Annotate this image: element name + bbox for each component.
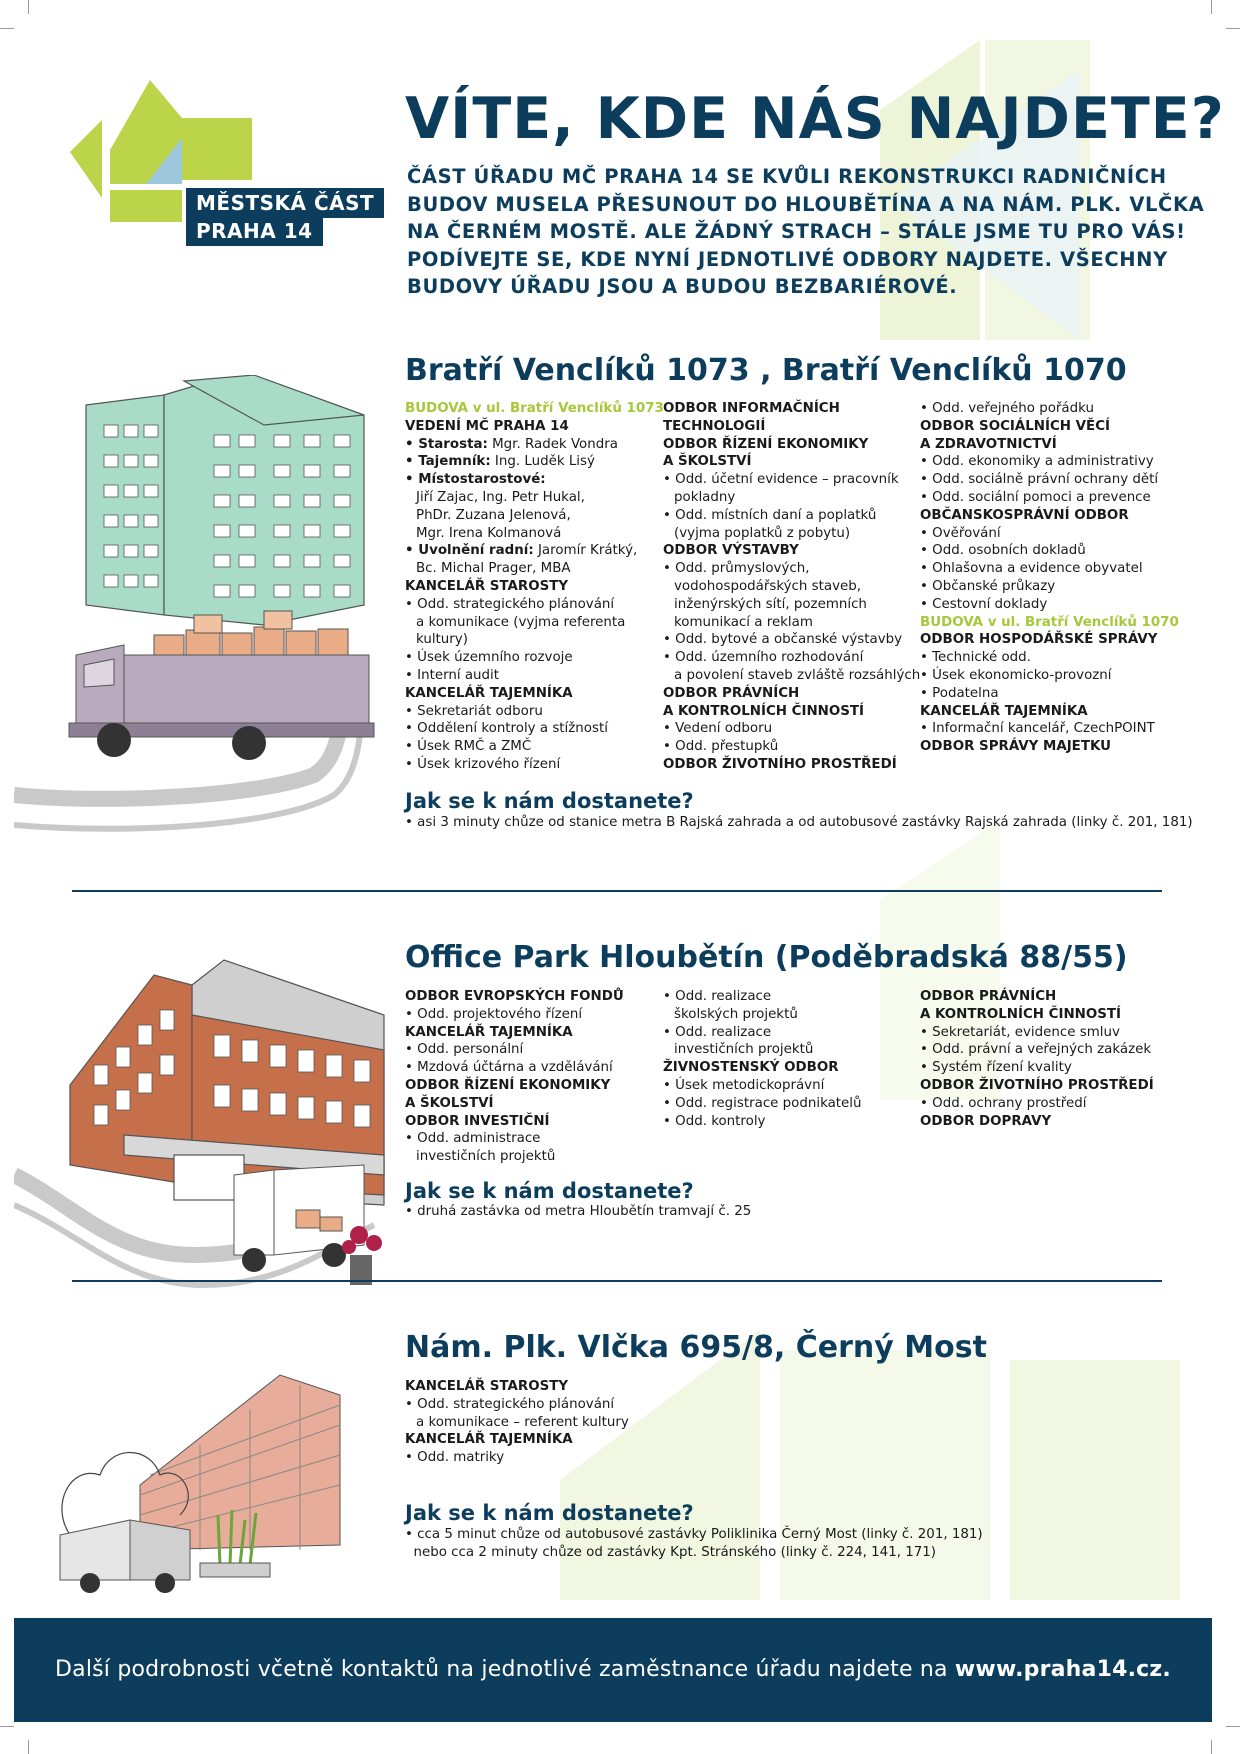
- building-cerny-most-illustration: [50, 1335, 380, 1595]
- list-item: vodohospodářských staveb,: [674, 578, 862, 594]
- list-item: • Informační kancelář, CzechPOINT: [920, 721, 1155, 737]
- list-item: (vyjma poplatků z pobytu): [674, 525, 851, 541]
- intro-line: NA ČERNÉM MOSTĚ. ALE ŽÁDNÝ STRACH – STÁLE JSME TU PRO VÁS!: [407, 220, 1186, 243]
- list-item: • Odd. realizace: [663, 1024, 772, 1040]
- how-to-get-text: • cca 5 minut chůze od autobusové zastávky Poliklinika Černý Most (linky č. 201, 181): [405, 1527, 983, 1542]
- department-heading: ODBOR SPRÁVY MAJETKU: [920, 739, 1111, 755]
- list-item: • Odd. administrace: [405, 1131, 541, 1147]
- building-label: BUDOVA v ul. Bratří Venclíků 1073: [405, 401, 664, 416]
- list-item: Bc. Michal Prager, MBA: [416, 561, 571, 577]
- list-item: • Technické odd.: [920, 650, 1031, 666]
- list-item: • Odd. účetní evidence – pracovník: [663, 472, 899, 488]
- page-title: VÍTE, KDE NÁS NAJDETE?: [405, 86, 1225, 152]
- list-item: • Odd. sociální pomoci a prevence: [920, 489, 1151, 505]
- section1-column1: [405, 400, 664, 774]
- department-heading: KANCELÁŘ TAJEMNÍKA: [405, 685, 573, 701]
- section2-column2: [663, 988, 862, 1130]
- department-heading: A KONTROLNÍCH ČINNOSTÍ: [920, 1006, 1122, 1022]
- list-item: • Odd. územního rozhodování: [663, 650, 864, 666]
- list-item: [405, 542, 664, 560]
- logo-text-line2: PRAHA 14: [186, 216, 323, 246]
- intro-line: PODÍVEJTE SE, KDE NYNÍ JEDNOTLIVÉ ODBORY NAJDETE. VŠECHNY: [407, 247, 1168, 271]
- footer-banner: [14, 1618, 1212, 1722]
- list-item: • Odd. sociálně právní ochrany dětí: [920, 472, 1159, 488]
- section2-column1: [405, 988, 624, 1166]
- intro-line: BUDOVY ÚŘADU JSOU A BUDOU BEZBARIÉROVÉ.: [407, 275, 958, 298]
- list-item: • Úsek krizového řízení: [405, 756, 561, 772]
- how-to-get-text: • asi 3 minuty chůze od stanice metra B Rajská zahrada a od autobusové zastávky Rajská zahrada (linky č. 201, 181): [405, 815, 1193, 830]
- list-item: • Odd. projektového řízení: [405, 1006, 583, 1022]
- department-heading: KANCELÁŘ STAROSTY: [405, 1379, 569, 1394]
- list-item: • Systém řízení kvality: [920, 1060, 1072, 1076]
- list-item: Mgr. Irena Kolmanová: [416, 525, 562, 541]
- list-item: investičních projektů: [674, 1042, 814, 1058]
- list-item: • Oddělení kontroly a stížností: [405, 721, 608, 737]
- department-heading: ODBOR ŽIVOTNÍHO PROSTŘEDÍ: [920, 1077, 1154, 1093]
- list-item: Jiří Zajac, Ing. Petr Hukal,: [416, 489, 585, 505]
- list-item: • Sekretariát odboru: [405, 703, 543, 719]
- list-item: PhDr. Zuzana Jelenová,: [416, 507, 571, 523]
- list-item: [405, 453, 664, 471]
- intro-line: ČÁST ÚŘADU MČ PRAHA 14 SE KVŮLI REKONSTRUKCI RADNIČNÍCH: [407, 165, 1167, 188]
- list-item: • Odd. veřejného pořádku: [920, 401, 1094, 416]
- list-item: • Ohlašovna a evidence obyvatel: [920, 561, 1143, 577]
- department-heading: KANCELÁŘ STAROSTY: [405, 578, 569, 594]
- department-heading: ODBOR ŽIVOTNÍHO PROSTŘEDÍ: [663, 756, 897, 772]
- department-heading: KANCELÁŘ TAJEMNÍKA: [920, 703, 1088, 719]
- department-heading: ODBOR VÝSTAVBY: [663, 543, 799, 559]
- list-item: investičních projektů: [416, 1149, 556, 1165]
- item-label: • Uvolnění radní:: [405, 543, 534, 559]
- item-value: Mgr. Radek Vondra: [487, 436, 618, 452]
- list-item: • Úsek RMČ a ZMČ: [405, 739, 532, 755]
- department-heading: KANCELÁŘ TAJEMNÍKA: [405, 1432, 573, 1448]
- building-venclikova-illustration: [14, 375, 379, 845]
- department-heading: ŽIVNOSTENSKÝ ODBOR: [663, 1060, 839, 1076]
- department-heading: A ŠKOLSTVÍ: [405, 1095, 494, 1111]
- department-heading: ODBOR DOPRAVY: [920, 1113, 1052, 1129]
- list-item: a povolení staveb zvláště rozsáhlých: [674, 667, 921, 683]
- list-item: • Odd. místních daní a poplatků: [663, 507, 877, 523]
- department-heading: ODBOR ŘÍZENÍ EKONOMIKY: [405, 1077, 611, 1093]
- list-item: • Odd. registrace podnikatelů: [663, 1095, 862, 1111]
- intro-line: BUDOV MUSELA PŘESUNOUT DO HLOUBĚTÍNA A NA NÁM. PLK. VLČKA: [407, 192, 1205, 216]
- footer-website-link[interactable]: www.praha14.cz.: [954, 1657, 1171, 1682]
- list-item: • Odd. bytové a občanské výstavby: [663, 632, 903, 648]
- section3-column1: [405, 1378, 629, 1467]
- list-item: • Sekretariát, evidence smluv: [920, 1024, 1120, 1040]
- department-heading: ODBOR EVROPSKÝCH FONDŮ: [405, 989, 624, 1004]
- list-item: • Odd. přestupků: [663, 739, 779, 755]
- list-item: • Odd. strategického plánování: [405, 1396, 615, 1412]
- list-item: • Cestovní doklady: [920, 596, 1048, 612]
- list-item: • Úsek ekonomicko-provozní: [920, 667, 1112, 683]
- list-item: kultury): [416, 632, 468, 648]
- section-heading-cerny-most: Nám. Plk. Vlčka 695/8, Černý Most: [405, 1330, 987, 1365]
- list-item: a komunikace – referent kultury: [416, 1414, 629, 1430]
- list-item: • Odd. personální: [405, 1042, 524, 1058]
- department-heading: OBČANSKOSPRÁVNÍ ODBOR: [920, 507, 1129, 523]
- list-item: • Odd. právní a veřejných zakázek: [920, 1042, 1152, 1058]
- item-label: • Tajemník:: [405, 454, 491, 470]
- footer-text: [14, 1618, 1212, 1722]
- section-heading-venclikova: Bratří Venclíků 1073 , Bratří Venclíků 1070: [405, 353, 1127, 388]
- department-heading: A ZDRAVOTNICTVÍ: [920, 436, 1057, 452]
- section-divider: [72, 890, 1162, 892]
- logo-text-line1: MĚSTSKÁ ČÁST: [186, 188, 384, 218]
- department-heading: ODBOR PRÁVNÍCH: [663, 685, 800, 701]
- list-item: pokladny: [674, 489, 736, 505]
- list-item: • Úsek metodickoprávní: [663, 1077, 825, 1093]
- department-heading: ODBOR SOCIÁLNÍCH VĚCÍ: [920, 418, 1110, 434]
- building-office-park-illustration: [14, 955, 394, 1315]
- section-heading-office-park: Office Park Hloubětín (Poděbradská 88/55): [405, 940, 1128, 975]
- list-item: • Odd. strategického plánování: [405, 596, 615, 612]
- department-heading: ODBOR ŘÍZENÍ EKONOMIKY: [663, 436, 869, 452]
- list-item: • Odd. osobních dokladů: [920, 543, 1086, 559]
- building-label: BUDOVA v ul. Bratří Venclíků 1070: [920, 614, 1179, 630]
- list-item: • Vedení odboru: [663, 721, 773, 737]
- how-to-get-heading: Jak se k nám dostanete?: [405, 789, 694, 813]
- list-item: • Odd. matriky: [405, 1450, 505, 1466]
- list-item: • Občanské průkazy: [920, 578, 1056, 594]
- list-item: • Odd. realizace: [663, 989, 772, 1004]
- list-item: • Ověřování: [920, 525, 1001, 541]
- how-to-get-text: nebo cca 2 minuty chůze od zastávky Kpt. Stránského (linky č. 224, 141, 171): [405, 1545, 937, 1560]
- department-heading: ODBOR PRÁVNÍCH: [920, 989, 1057, 1004]
- item-value: Ing. Luděk Lisý: [490, 454, 595, 470]
- list-item: inženýrských sítí, pozemních: [674, 596, 867, 612]
- department-heading: KANCELÁŘ TAJEMNÍKA: [405, 1024, 573, 1040]
- list-item: školských projektů: [674, 1006, 798, 1022]
- department-heading: A KONTROLNÍCH ČINNOSTÍ: [663, 703, 865, 719]
- item-value: Jaromír Krátký,: [533, 543, 638, 559]
- list-item: • Odd. průmyslových,: [663, 561, 810, 577]
- list-item: • Úsek územního rozvoje: [405, 650, 573, 666]
- how-to-get-text: • druhá zastávka od metra Hloubětín tramvají č. 25: [405, 1204, 752, 1219]
- section-divider: [72, 1280, 1162, 1282]
- list-item: • Interní audit: [405, 667, 499, 683]
- list-item: • Odd. ochrany prostředí: [920, 1095, 1087, 1111]
- list-item: [405, 471, 664, 489]
- department-heading: VEDENÍ MČ PRAHA 14: [405, 418, 569, 434]
- list-item: a komunikace (vyjma referenta: [416, 614, 626, 630]
- department-heading: TECHNOLOGIÍ: [663, 418, 766, 434]
- section1-column2: [663, 400, 920, 774]
- list-item: komunikací a reklam: [674, 614, 813, 630]
- item-label: • Místostarostové:: [405, 472, 546, 488]
- department-heading: ODBOR INVESTIČNÍ: [405, 1113, 550, 1129]
- item-label: • Starosta:: [405, 436, 488, 452]
- list-item: • Mzdová účtárna a vzdělávání: [405, 1060, 613, 1076]
- section1-column3: [920, 400, 1179, 756]
- list-item: • Odd. ekonomiky a administrativy: [920, 454, 1154, 470]
- list-item: [405, 436, 664, 454]
- department-heading: A ŠKOLSTVÍ: [663, 454, 752, 470]
- how-to-get-heading: Jak se k nám dostanete?: [405, 1179, 694, 1203]
- department-heading: ODBOR HOSPODÁŘSKÉ SPRÁVY: [920, 632, 1158, 648]
- list-item: • Odd. kontroly: [663, 1113, 766, 1129]
- how-to-get-heading: Jak se k nám dostanete?: [405, 1501, 694, 1525]
- list-item: • Podatelna: [920, 685, 999, 701]
- department-heading: ODBOR INFORMAČNÍCH: [663, 401, 840, 416]
- section2-column3: [920, 988, 1154, 1130]
- intro-paragraph: [407, 163, 1205, 301]
- footer-message: Další podrobnosti včetně kontaktů na jednotlivé zaměstnance úřadu najdete na: [55, 1657, 955, 1682]
